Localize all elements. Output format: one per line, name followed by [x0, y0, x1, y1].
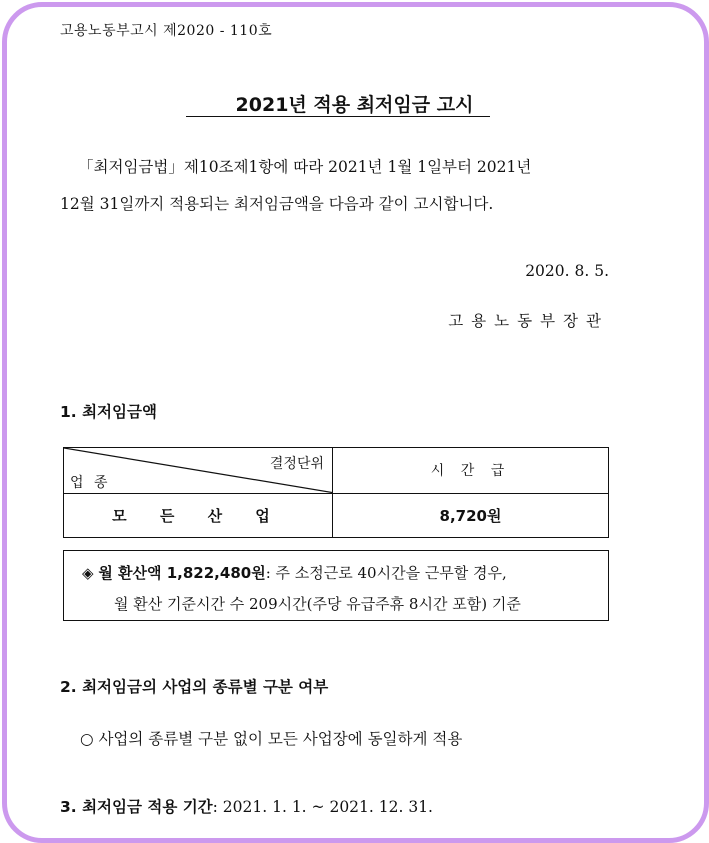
application-period: : 2021. 1. 1. ~ 2021. 12. 31. — [212, 798, 433, 816]
monthly-amount: 월 환산액 1,822,480원 — [98, 564, 266, 582]
issuer: 고용노동부장관 — [448, 312, 609, 330]
table-row — [64, 493, 609, 538]
all-industries-label: 모 든 산 업 — [64, 493, 333, 538]
corner-unit-label: 결정단위 — [269, 456, 324, 472]
notice-number: 고용노동부고시 제2020 - 110호 — [60, 23, 273, 39]
section-2-heading: 2. 최저임금의 사업의 종류별 구분 여부 — [60, 678, 329, 696]
diamond-bullet-icon: ◈ — [82, 564, 94, 582]
note-line-2: 월 환산 기준시간 수 209시간(주당 유급주휴 8시간 포함) 기준 — [114, 595, 521, 613]
minimum-wage-table — [63, 447, 609, 538]
note-line-1 — [82, 562, 507, 583]
document-title: 2021년 적용 최저임금 고시 — [235, 94, 474, 116]
intro-line-2: 12월 31일까지 적용되는 최저임금액을 다음과 같이 고시합니다. — [60, 195, 494, 213]
table-corner-cell — [64, 448, 333, 494]
hourly-wage-header: 시 간 급 — [333, 448, 609, 494]
intro-line-1: 「최저임금법」제10조제1항에 따라 2021년 1월 1일부터 2021년 — [78, 158, 532, 176]
section-3 — [60, 795, 433, 817]
issue-date: 2020. 8. 5. — [525, 262, 609, 280]
section-2-bullet: ○ 사업의 종류별 구분 없이 모든 사업장에 동일하게 적용 — [80, 730, 463, 748]
corner-industry-label: 업 종 — [70, 475, 111, 491]
note-line-1-rest: : 주 소정근로 40시간을 근무할 경우, — [265, 564, 507, 582]
page-frame — [2, 2, 709, 843]
section-1-heading: 1. 최저임금액 — [60, 403, 157, 421]
table-header-row — [64, 448, 609, 494]
section-3-label: 3. 최저임금 적용 기간 — [60, 798, 213, 816]
monthly-conversion-note — [63, 550, 609, 621]
title-underline — [186, 116, 490, 117]
hourly-wage-value: 8,720원 — [333, 493, 609, 538]
